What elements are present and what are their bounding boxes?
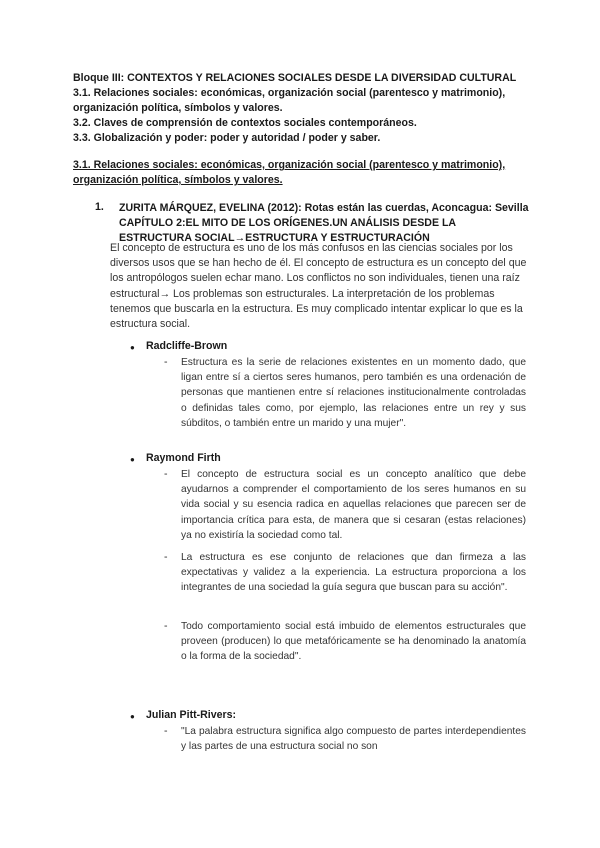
pitt-rivers-paragraph: "La palabra estructura significa algo compuesto de partes interdependientes y las partes de una estructura social no son: [181, 726, 526, 753]
intro-paragraph: El concepto de estructura es uno de los más confusos en las ciencias sociales por los diversos usos que se han hecho de él. El concepto de estructura es un concepto del que los antropólogos suelen echar mano. Los conflictos no son individuales, tienen una raíz estructural→ Los problemas son estructurales. La interpretación de los problemas tenemos que buscarla en la estructura. Es muy complicado intentar explicar lo que es la estructura social.: [110, 242, 527, 331]
dash-icon: -: [164, 468, 168, 480]
firth-paragraph-2: La estructura es ese conjunto de relaciones que dan firmeza a las expectativas y validez a la experiencia. La estructura proporciona a los integrantes de una sociedad la guía segura que buscan para su acción".: [181, 552, 526, 594]
dash-icon: -: [164, 725, 168, 737]
author-radcliffe-brown: Radcliffe-Brown: [146, 340, 228, 352]
reference-citation: ZURITA MÁRQUEZ, EVELINA (2012): Rotas están las cuerdas, Aconcagua: Sevilla CAPÍTULO 2:EL MITO DE LOS ORÍGENES.UN ANÁLISIS DESDE LA ESTRUCTURA SOCIAL→ESTRUCTURA Y ESTRUCTURACIÓN: [119, 202, 529, 244]
bullet-icon: ●: [130, 343, 135, 352]
firth-paragraph-3: Todo comportamiento social está imbuido de elementos estructurales que proveen (producen) lo que metafóricamente se ha denominado la anatomía o la forma de la sociedad".: [181, 621, 526, 663]
bullet-icon: ●: [130, 455, 135, 464]
block-title: Bloque III: CONTEXTOS Y RELACIONES SOCIALES DESDE LA DIVERSIDAD CULTURAL: [73, 72, 517, 84]
firth-paragraph-1: El concepto de estructura social es un concepto analítico que debe ayudarnos a comprender el comportamiento de los seres humanos en su vida social y su esencia radica en aquellas relaciones que parecen ser de importancia crítica para esta, de manera que si cesaran (estas relaciones) ya no existiría la sociedad como tal.: [181, 469, 526, 541]
toc-item-3-2: 3.2. Claves de comprensión de contextos sociales contemporáneos.: [73, 117, 417, 129]
toc-item-3-3: 3.3. Globalización y poder: poder y autoridad / poder y saber.: [73, 132, 381, 144]
toc-item-3-1: 3.1. Relaciones sociales: económicas, organización social (parentesco y matrimonio),: [73, 87, 506, 99]
dash-icon: -: [164, 356, 168, 368]
dash-icon: -: [164, 551, 168, 563]
toc-item-3-1-cont: organización política, símbolos y valores.: [73, 102, 283, 114]
reference-number: 1.: [95, 201, 104, 213]
dash-icon: -: [164, 620, 168, 632]
radcliffe-paragraph: Estructura es la serie de relaciones existentes en un momento dado, que ligan entre sí a ciertos seres humanos, pero también es una ordenación de personas que mantienen entre sí relaciones institucionalmente controladas o definidas tales como, por ejemplo, las relaciones entre un rey y sus súbditos, o también entre un marido y una mujer".: [181, 357, 526, 429]
bullet-icon: ●: [130, 712, 135, 721]
author-raymond-firth: Raymond Firth: [146, 452, 221, 464]
author-julian-pitt-rivers: Julian Pitt-Rivers:: [146, 709, 237, 721]
section-title-cont: organización política, símbolos y valores.: [73, 174, 283, 186]
section-title: 3.1. Relaciones sociales: económicas, organización social (parentesco y matrimonio),: [73, 159, 506, 171]
